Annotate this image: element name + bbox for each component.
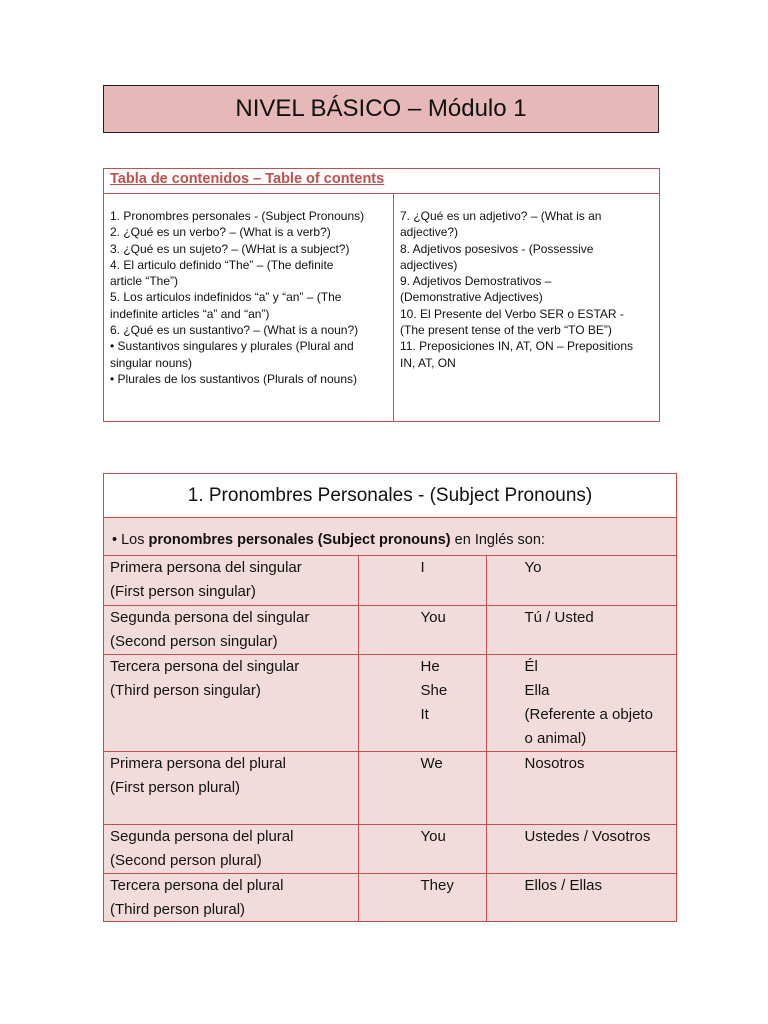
pronoun-description: (Second person plural) [110, 851, 262, 869]
toc-right-column [394, 194, 659, 421]
toc-item: article “The”) [110, 274, 179, 289]
pronoun-english: She [420, 681, 448, 699]
intro-bold: pronombres personales (Subject pronouns) [148, 532, 451, 548]
pronoun-description-cell [104, 654, 358, 751]
pronoun-spanish: Tú / Usted [524, 608, 594, 626]
pronoun-spanish-cell [486, 751, 676, 824]
toc-item: indefinite articles “a” and “an”) [110, 306, 270, 321]
toc-item: 10. El Presente del Verbo SER o ESTAR - [400, 306, 624, 321]
toc-item: 1. Pronombres personales - (Subject Pronouns) [110, 209, 365, 223]
pronoun-english-cell [358, 751, 486, 824]
pronouns-table [104, 556, 676, 922]
intro-prefix: • Los [112, 532, 149, 548]
toc-item: 2. ¿Qué es un verbo? – (What is a verb?) [110, 225, 331, 240]
pronoun-english: You [420, 827, 446, 845]
pronoun-english-cell [358, 873, 486, 922]
table-row [104, 556, 676, 605]
table-row [104, 654, 676, 751]
pronoun-description: Primera persona del plural [110, 754, 286, 772]
table-of-contents [103, 168, 660, 422]
page-title-text: NIVEL BÁSICO – Módulo 1 [235, 95, 527, 122]
pronoun-english: You [420, 608, 446, 626]
page-title [103, 85, 659, 133]
pronoun-english-cell [358, 824, 486, 873]
pronoun-spanish: Yo [524, 559, 542, 576]
table-row [104, 751, 676, 824]
toc-item: (Demonstrative Adjectives) [400, 290, 543, 305]
pronouns-section [103, 473, 677, 922]
toc-item: IN, AT, ON [400, 355, 456, 370]
pronoun-description: (Third person plural) [110, 900, 246, 918]
pronoun-description-cell [104, 605, 358, 654]
pronoun-description-cell [104, 556, 358, 605]
pronoun-english: He [420, 657, 440, 675]
toc-left-column [104, 194, 394, 421]
pronoun-english: We [420, 754, 443, 772]
pronoun-description: (Second person singular) [110, 632, 278, 650]
pronoun-english: It [420, 705, 429, 723]
pronoun-description: Primera persona del singular [110, 559, 302, 576]
toc-item: 6. ¿Qué es un sustantivo? – (What is a noun?) [110, 323, 359, 338]
toc-item: 8. Adjetivos posesivos - (Possessive [400, 241, 594, 256]
pronoun-description-cell [104, 824, 358, 873]
pronoun-spanish: o animal) [524, 729, 587, 747]
table-row [104, 605, 676, 654]
toc-item: (The present tense of the verb “TO BE”) [400, 323, 612, 338]
pronoun-english: I [420, 559, 425, 576]
pronoun-english-cell [358, 605, 486, 654]
toc-item: 7. ¿Qué es un adjetivo? – (What is an [400, 209, 602, 223]
toc-item: • Sustantivos singulares y plurales (Plural and [110, 339, 354, 354]
pronoun-description: (Third person singular) [110, 681, 261, 699]
pronoun-spanish-cell [486, 556, 676, 605]
pronoun-description-cell [104, 751, 358, 824]
pronoun-description-cell [104, 873, 358, 922]
pronoun-spanish: Ustedes / Vosotros [524, 827, 651, 845]
toc-item: adjectives) [400, 257, 458, 272]
pronoun-description: (First person plural) [110, 778, 241, 796]
pronoun-spanish: (Referente a objeto [524, 705, 653, 723]
toc-item: singular nouns) [110, 355, 193, 370]
pronoun-description: (First person singular) [110, 583, 256, 600]
table-row [104, 873, 676, 922]
pronoun-description: Tercera persona del singular [110, 657, 300, 675]
pronoun-english-cell [358, 556, 486, 605]
intro-suffix: en Inglés son: [450, 532, 545, 548]
pronoun-english-cell [358, 654, 486, 751]
toc-item: • Plurales de los sustantivos (Plurals of nouns) [110, 371, 357, 386]
pronoun-spanish: Ellos / Ellas [524, 876, 603, 894]
toc-item: 4. El articulo definido “The” – (The definite [110, 257, 334, 272]
section-title: 1. Pronombres Personales - (Subject Pronouns) [104, 474, 676, 518]
pronoun-description: Segunda persona del singular [110, 608, 310, 626]
section-intro [104, 518, 676, 556]
pronoun-spanish-cell [486, 873, 676, 922]
pronoun-description: Tercera persona del plural [110, 876, 284, 894]
toc-item: 5. Los articulos indefinidos “a” y “an” – (The [110, 290, 342, 305]
pronoun-english: They [420, 876, 454, 894]
toc-item: 11. Preposiciones IN, AT, ON – Prepositions [400, 339, 633, 354]
toc-item: 3. ¿Qué es un sujeto? – (WHat is a subject?) [110, 241, 350, 256]
pronoun-description: Segunda persona del plural [110, 827, 294, 845]
pronoun-spanish-cell [486, 605, 676, 654]
pronoun-spanish: Él [524, 657, 538, 675]
pronoun-spanish-cell [486, 824, 676, 873]
toc-heading: Tabla de contenidos – Table of contents [104, 169, 659, 194]
pronoun-spanish: Ella [524, 681, 550, 699]
pronoun-spanish-cell [486, 654, 676, 751]
pronoun-spanish: Nosotros [524, 754, 585, 772]
toc-item: adjective?) [400, 225, 459, 240]
toc-item: 9. Adjetivos Demostrativos – [400, 274, 552, 289]
table-row [104, 824, 676, 873]
